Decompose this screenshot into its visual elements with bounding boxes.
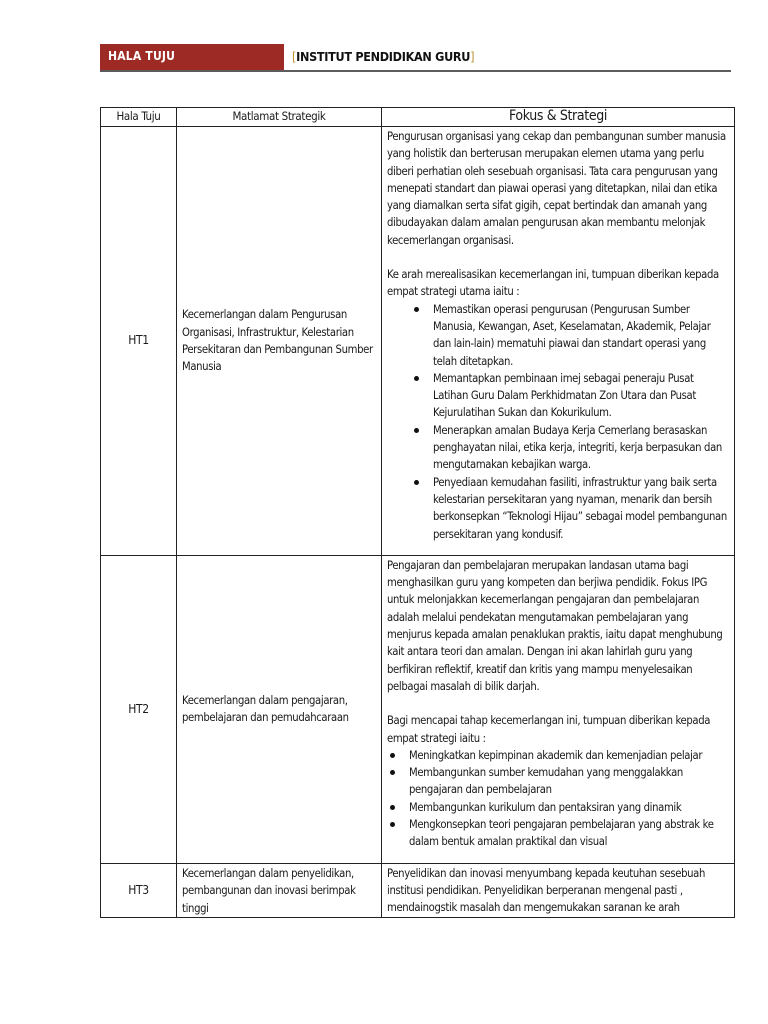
- header-divider: [100, 70, 731, 72]
- row-code: HT2: [101, 555, 177, 863]
- strategic-goal: Kecemerlangan dalam pengajaran, pembelajaran dan pemudahcaraan: [177, 555, 382, 863]
- header-label: HALA TUJU: [108, 49, 176, 63]
- focus-lead: Bagi mencapai tahap kecemerlangan ini, tumpuan diberikan kepada empat strategi iaitu :: [387, 714, 711, 745]
- column-header-hala-tuju: Hala Tuju: [101, 108, 177, 127]
- focus-intro: Penyelidikan dan inovasi menyumbang kepada keutuhan sesebuah institusi pendidikan. Penyelidikan berperanan mengenal pasti , mendainogstik masalah dan mengemukakan saranan ke arah: [387, 866, 706, 915]
- header-label-bar: [100, 44, 284, 70]
- column-header-fokus-strategi: Fokus & Strategi: [382, 108, 735, 127]
- focus-intro: Pengurusan organisasi yang cekap dan pembangunan sumber manusia yang holistik dan berterusan merupakan elemen utama yang perlu diberi perhatian oleh sesebuah organisasi. Tata cara pengurusan yang menepati standart dan piawai operasi yang ditetapkan, nilai dan etika yang diamalkan serta sifat gigih, cepat bertindak dan amanah yang dibudayakan dalam amalan pengurusan akan membantu melonjak kecemerlangan organisasi.: [387, 130, 726, 247]
- document-title: [292, 49, 474, 64]
- table-row: [101, 863, 735, 918]
- list-item: Memastikan operasi pengurusan (Pengurusan Sumber Manusia, Kewangan, Aset, Keselamatan, Akademik, Pelajar dan lain-lain) mematuhi piawai dan standart operasi yang telah ditetapkan.: [433, 301, 730, 370]
- table-row: [101, 555, 735, 863]
- list-item: Memantapkan pembinaan imej sebagai peneraju Pusat Latihan Guru Dalam Perkhidmatan Zon Utara dan Pusat Kejurulatihan Sukan dan Kokurikulum.: [433, 370, 730, 422]
- list-item: Membangunkan sumber kemudahan yang menggalakkan pengajaran dan pembelajaran: [409, 764, 730, 799]
- list-item: Penyediaan kemudahan fasiliti, infrastruktur yang baik serta kelestarian persekitaran yang nyaman, menarik dan bersih berkonsepkan “Teknologi Hijau” sebagai model pembangunan persekitaran yang kondusif.: [433, 474, 730, 543]
- focus-lead: Ke arah merealisasikan kecemerlangan ini, tumpuan diberikan kepada empat strategi utama iaitu :: [387, 268, 719, 299]
- column-header-matlamat-strategik: Matlamat Strategik: [177, 108, 382, 127]
- strategy-table: [100, 107, 735, 918]
- title-bracket-open: [: [292, 49, 297, 64]
- row-code: HT3: [101, 863, 177, 918]
- list-item: Meningkatkan kepimpinan akademik dan kemenjadian pelajar: [409, 747, 730, 764]
- strategy-list: [387, 747, 730, 851]
- strategic-goal: Kecemerlangan dalam penyelidikan, pembangunan dan inovasi berimpak tinggi: [177, 863, 382, 918]
- table-header-row: [101, 108, 735, 127]
- strategy-list: [387, 301, 730, 543]
- table-row: [101, 127, 735, 556]
- list-item: Mengkonsepkan teori pengajaran pembelajaran yang abstrak ke dalam bentuk amalan praktikal dan visual: [409, 816, 730, 851]
- focus-strategy: [382, 863, 735, 918]
- focus-intro: Pengajaran dan pembelajaran merupakan landasan utama bagi menghasilkan guru yang kompeten dan berjiwa pendidik. Fokus IPG untuk melonjakkan kecemerlangan pengajaran dan pembelajaran adalah melalui pendekatan mengutamakan pembelajaran yang menjurus kepada amalan penaklukan praktis, iaitu dapat menghubung kait antara teori dan amalan. Dengan ini akan lahirlah guru yang berfikiran reflektif, kreatif dan kritis yang mampu menyelesaikan pelbagai masalah di bilik darjah.: [387, 558, 723, 693]
- document-title-text: INSTITUT PENDIDIKAN GURU: [296, 49, 471, 64]
- list-item: Menerapkan amalan Budaya Kerja Cemerlang berasaskan penghayatan nilai, etika kerja, integriti, kerja berpasukan dan mengutamakan kebajikan warga.: [433, 422, 730, 474]
- row-code: HT1: [101, 127, 177, 556]
- title-bracket-close: ]: [470, 49, 475, 64]
- strategic-goal: Kecemerlangan dalam Pengurusan Organisasi, Infrastruktur, Kelestarian Persekitaran dan Pembangunan Sumber Manusia: [177, 127, 382, 556]
- focus-strategy: [382, 555, 735, 863]
- focus-strategy: [382, 127, 735, 556]
- list-item: Membangunkan kurikulum dan pentaksiran yang dinamik: [409, 799, 730, 816]
